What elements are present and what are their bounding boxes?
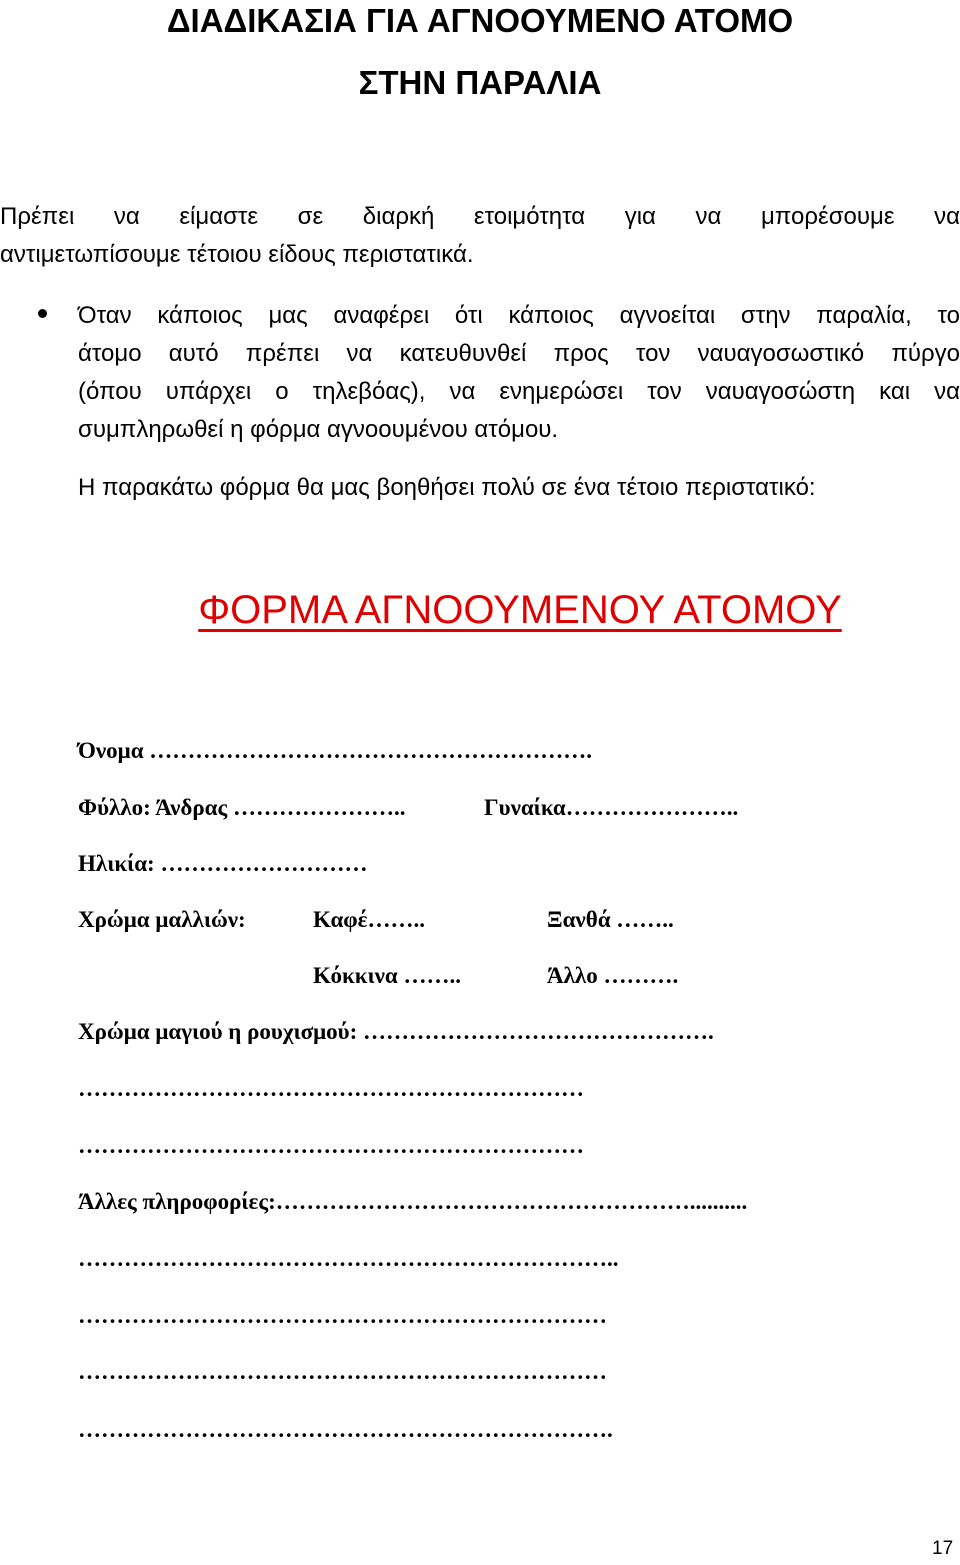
- intro-line-1: Πρέπει να είμαστε σε διαρκή ετοιμότητα για να μπορέσουμε να: [0, 203, 960, 230]
- intro-line-2: αντιμετωπίσουμε τέτοιου είδους περιστατικά.: [0, 241, 474, 268]
- hair-color-label: Χρώμα μαλλιών:: [78, 907, 246, 932]
- bullet-text-line-1: Όταν κάποιος μας αναφέρει ότι κάποιος αγνοείται στην παραλία, το: [78, 302, 960, 329]
- sex-female-field: Γυναίκα…………………..: [484, 795, 739, 820]
- blank-line: …………………………………………………………: [78, 1076, 584, 1101]
- blank-line: …………………………………………………………….: [78, 1417, 613, 1442]
- other-info-field: Άλλες πληροφορίες:………………………………………………..........: [78, 1189, 748, 1214]
- bullet-text-line-3: (όπου υπάρχει ο τηλεβόας), να ενημερώσει τον ναυαγοσώστη και να: [78, 378, 960, 405]
- age-field: Ηλικία: ………………………: [78, 851, 368, 876]
- form-intro-note: Η παρακάτω φόρμα θα μας βοηθήσει πολύ σε ένα τέτοιο περιστατικό:: [78, 474, 816, 501]
- blank-line: …………………………………………………………: [78, 1133, 584, 1158]
- name-field: Όνομα ………………………………………………….: [78, 738, 593, 763]
- heading-line-2: ΣΤΗΝ ΠΑΡΑΛΙΑ: [358, 64, 602, 101]
- page-number: 17: [932, 1538, 954, 1559]
- bullet-text-line-4: συμπληρωθεί η φόρμα αγνοουμένου ατόμου.: [78, 416, 559, 443]
- sex-male-field: Φύλλο: Άνδρας …………………..: [78, 795, 406, 820]
- blank-line: ……………………………………………………………: [78, 1303, 607, 1328]
- bullet-dot-icon: [38, 309, 47, 318]
- form-title: ΦΟΡΜΑ ΑΓΝΟΟΥΜΕΝΟΥ ΑΤΟΜΟΥ: [198, 588, 842, 632]
- hair-other-option: Άλλο ……….: [547, 963, 679, 988]
- hair-blonde-option: Ξανθά ……..: [547, 907, 674, 932]
- hair-brown-option: Καφέ……..: [313, 907, 425, 932]
- bullet-text-line-2: άτομο αυτό πρέπει να κατευθυνθεί προς τον ναυαγοσωστικό πύργο: [78, 340, 960, 367]
- swimsuit-color-field: Χρώμα μαγιού η ρουχισμού: ……………………………………….: [78, 1019, 714, 1044]
- hair-red-option: Κόκκινα ……..: [313, 963, 461, 988]
- heading-line-1: ΔΙΑΔΙΚΑΣΙΑ ΓΙΑ ΑΓΝΟΟΥΜΕΝΟ ΑΤΟΜΟ: [166, 2, 794, 39]
- blank-line: ……………………………………………………………: [78, 1359, 607, 1384]
- blank-line: ……………………………………………………………..: [78, 1246, 619, 1271]
